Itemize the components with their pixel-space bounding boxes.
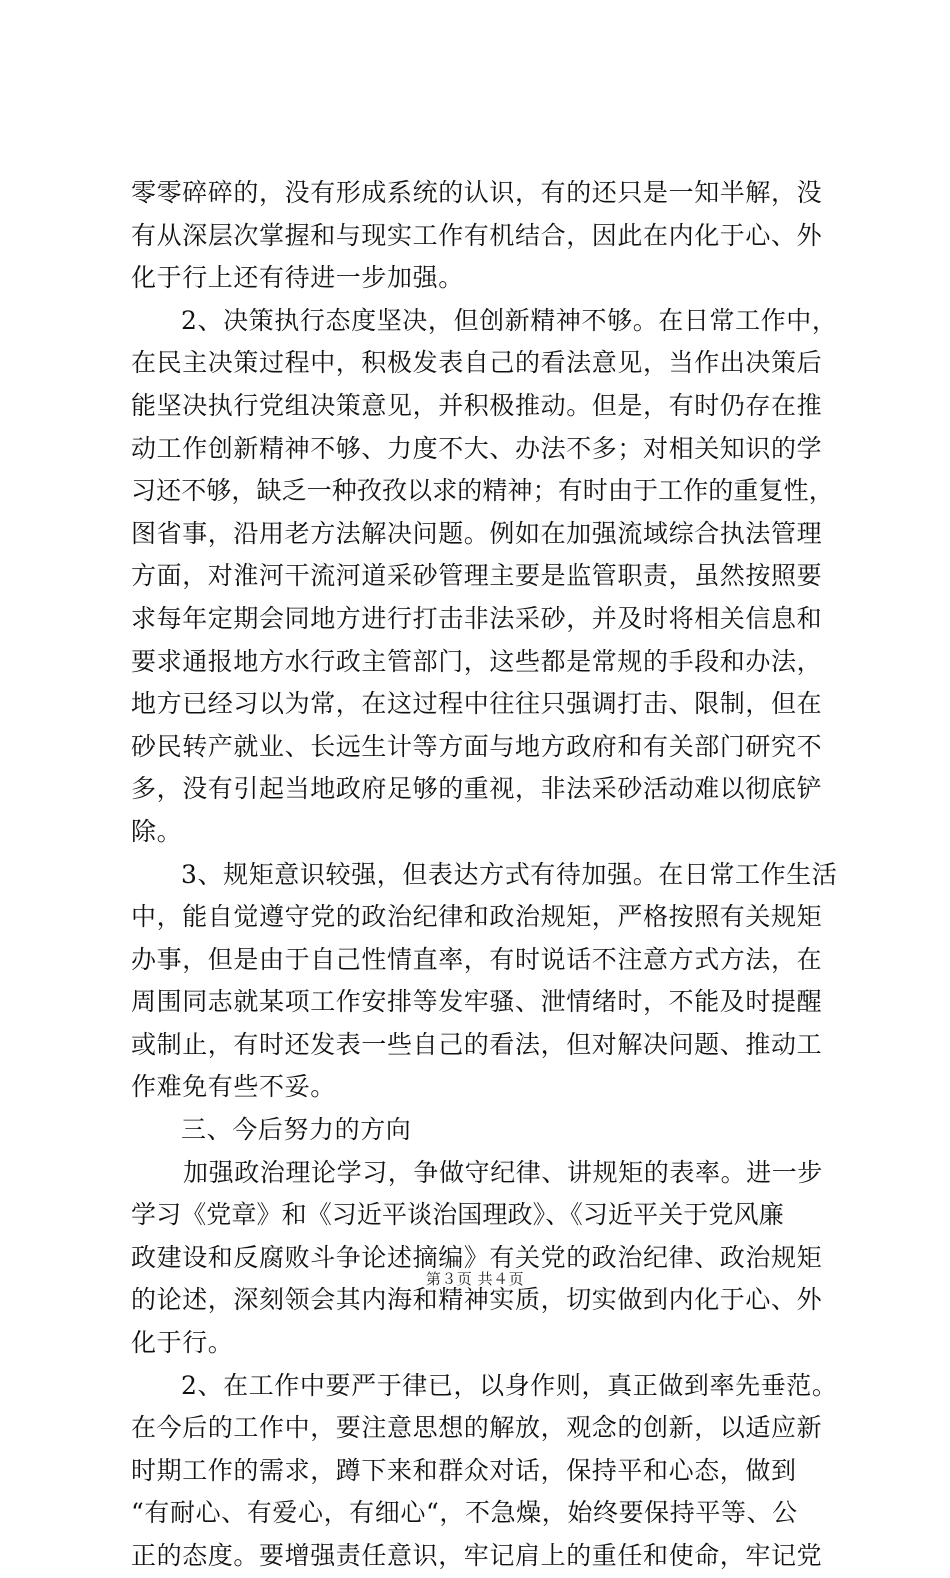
text-line: “有耐心、有爱心，有细心“，不急燥，始终要保持平等、公	[131, 1498, 798, 1528]
text-line: 动工作创新精神不够、力度不大、办法不多；对相关知识的学	[131, 433, 823, 463]
page-number-footer: 第３页 共４页	[425, 1270, 525, 1288]
text-line: 政建设和反腐败斗争论述摘编》有关党的政治纪律、政治规矩	[131, 1242, 823, 1272]
text-line: 加强政治理论学习，争做守纪律、讲规矩的表率。进一步	[183, 1157, 824, 1187]
text-line: 2、决策执行态度坚决，但创新精神不够。在日常工作中，	[181, 305, 838, 335]
text-line: 习还不够，缺乏一种孜孜以求的精神；有时由于工作的重复性，	[131, 476, 834, 506]
text-line: 能坚决执行党组决策意见，并积极推动。但是，有时仍存在推	[131, 390, 823, 420]
text-line: 除。	[131, 816, 183, 846]
text-line: 化于行。	[131, 1328, 234, 1358]
text-line: 正的态度。要增强责任意识，牢记肩上的重任和使命，牢记党	[131, 1541, 823, 1570]
text-line: 图省事，沿用老方法解决问题。例如在加强流域综合执法管理	[131, 518, 823, 548]
text-line: 作难免有些不妥。	[131, 1072, 336, 1102]
text-line: 求每年定期会同地方进行打击非法采砂，并及时将相关信息和	[131, 603, 823, 633]
text-line: 或制止，有时还发表一些自己的看法，但对解决问题、推动工	[131, 1029, 823, 1059]
text-line: 时期工作的需求，蹲下来和群众对话，保持平和心态，做到	[131, 1455, 797, 1485]
document-body	[131, 172, 838, 1578]
text-line: 在今后的工作中，要注意思想的解放，观念的创新，以适应新	[131, 1413, 823, 1443]
text-line: 学习《党章》和《习近平谈治国理政》、《习近平关于党风廉	[131, 1200, 784, 1230]
text-line: 在民主决策过程中，积极发表自己的看法意见，当作出决策后	[131, 348, 823, 378]
text-line: 要求通报地方水行政主管部门，这些都是常规的手段和办法，	[131, 646, 823, 676]
section-heading: 三、今后努力的方向	[181, 1115, 412, 1145]
text-line: 的论述，深刻领会其内海和精神实质，切实做到内化于心、外	[131, 1285, 823, 1315]
text-line: 3、规矩意识较强，但表达方式有待加强。在日常工作生活	[181, 859, 838, 889]
text-line: 地方已经习以为常，在这过程中往往只强调打击、限制，但在	[131, 689, 823, 719]
text-line: 办事，但是由于自己性情直率，有时说话不注意方式方法，在	[131, 944, 823, 974]
text-line: 多，没有引起当地政府足够的重视，非法采砂活动难以彻底铲	[131, 774, 823, 804]
text-line: 中，能自觉遵守党的政治纪律和政治规矩，严格按照有关规矩	[131, 902, 823, 932]
text-line: 零零碎碎的，没有形成系统的认识，有的还只是一知半解，没	[131, 178, 823, 207]
text-line: 化于行上还有待进一步加强。	[131, 263, 464, 293]
text-line: 有从深层次掌握和与现实工作有机结合，因此在内化于心、外	[131, 220, 823, 250]
text-line: 砂民转产就业、长远生计等方面与地方政府和有关部门研究不	[131, 731, 823, 761]
text-line: 2、在工作中要严于律已，以身作则，真正做到率先垂范。	[181, 1370, 838, 1400]
text-line: 周围同志就某项工作安排等发牢骚、泄情绪时，不能及时提醒	[131, 987, 823, 1017]
text-line: 方面，对淮河干流河道采砂管理主要是监管职责，虽然按照要	[131, 561, 823, 591]
